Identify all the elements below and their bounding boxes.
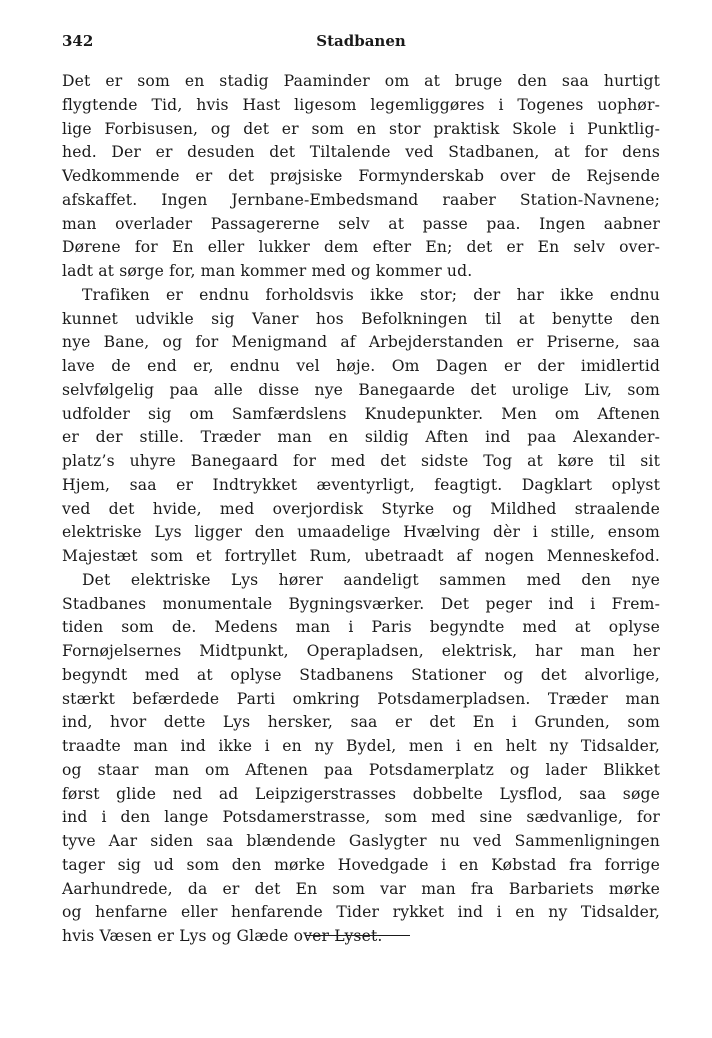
text-line: Det er som en stadig Paaminder om at bruge den saa hurtigt <box>62 72 660 90</box>
text-line: Vedkommende er det prøjsiske Formynderskab over de Rejsende <box>62 167 660 185</box>
text-line: ved det hvide, med overjordisk Styrke og Mildhed straalende <box>62 499 660 518</box>
text-line: Majestæt som et fortryllet Rum, ubetraadt af nogen Menneskefod. <box>62 547 660 565</box>
text-line: tyve Aar siden saa blændende Gaslygter nu ved Sammenligningen <box>62 832 660 850</box>
text-line: og staar man om Aftenen paa Potsdamerplatz og lader Blikket <box>62 760 660 779</box>
text-line: platz’s uhyre Banegaard for med det sidste Tog at køre til sit <box>62 452 660 470</box>
text-line: først glide ned ad Leipzigerstrasses dobbelte Lysflod, saa søge <box>62 784 660 803</box>
running-title: Stadbanen <box>316 32 406 50</box>
text-line: traadte man ind ikke i en ny Bydel, men i en helt ny Tidsalder, <box>62 737 660 755</box>
text-line: udfolder sig om Samfærdslens Knudepunkter. Men om Aftenen <box>62 404 660 423</box>
text-line: tager sig ud som den mørke Hovedgade i en Købstad fra forrige <box>62 855 660 874</box>
text-line: elektriske Lys ligger den umaadelige Hvælving dèr i stille, ensom <box>62 523 660 542</box>
text-line: hed. Der er desuden det Tiltalende ved Stadbanen, at for dens <box>62 143 660 162</box>
text-line: er der stille. Træder man en sildig Aften ind paa Alexander- <box>62 428 660 447</box>
text-line: afskaffet. Ingen Jernbane-Embedsmand raaber Station-Navnene; <box>62 190 660 209</box>
section-end-rule <box>306 935 410 936</box>
text-line: stærkt befærdede Parti omkring Potsdamerpladsen. Træder man <box>62 689 660 708</box>
text-line: lige Forbisusen, og det er som en stor praktisk Skole i Punktlig- <box>62 119 660 138</box>
text-line: Det elektriske Lys hører aandeligt sammen med den nye <box>82 570 660 589</box>
text-line: Stadbanes monumentale Bygningsværker. Det peger ind i Frem- <box>62 594 660 613</box>
text-line: kunnet udvikle sig Vaner hos Befolkningen til at benytte den <box>62 309 660 328</box>
text-line: nye Bane, og for Menigmand af Arbejderstanden er Priserne, saa <box>62 333 660 352</box>
body-text <box>62 70 660 949</box>
text-line: hvis Væsen er Lys og Glæde over Lyset. <box>62 927 383 945</box>
text-line: lave de end er, endnu vel høje. Om Dagen er der imidlertid <box>62 357 660 375</box>
text-line: tiden som de. Medens man i Paris begyndte med at oplyse <box>62 618 660 637</box>
text-line: ind i den lange Potsdamerstrasse, som med sine sædvanlige, for <box>62 808 660 827</box>
text-line: Hjem, saa er Indtrykket æventyrligt, feagtigt. Dagklart oplyst <box>62 475 660 494</box>
text-line: flygtende Tid, hvis Hast ligesom legemliggøres i Togenes uophør- <box>62 95 660 114</box>
text-line: Aarhundrede, da er det En som var man fra Barbariets mørke <box>62 879 660 898</box>
text-line: ladt at sørge for, man kommer med og kommer ud. <box>62 262 473 280</box>
page-number: 342 <box>62 32 94 50</box>
text-line: man overlader Passagererne selv at passe paa. Ingen aabner <box>62 214 660 233</box>
text-line: Trafiken er endnu forholdsvis ikke stor; der har ikke endnu <box>82 285 660 304</box>
page-header <box>62 28 660 54</box>
text-line: Fornøjelsernes Midtpunkt, Operapladsen, elektrisk, har man her <box>62 642 660 660</box>
book-page <box>62 28 660 949</box>
text-line: selvfølgelig paa alle disse nye Banegaarde det urolige Liv, som <box>62 380 660 399</box>
text-line: begyndt med at oplyse Stadbanens Stationer og det alvorlige, <box>62 665 660 684</box>
text-line: Dørene for En eller lukker dem efter En; det er En selv over- <box>62 238 660 257</box>
text-line: ind, hvor dette Lys hersker, saa er det En i Grunden, som <box>62 713 660 732</box>
text-line: og henfarne eller henfarende Tider rykket ind i en ny Tidsalder, <box>62 903 660 922</box>
